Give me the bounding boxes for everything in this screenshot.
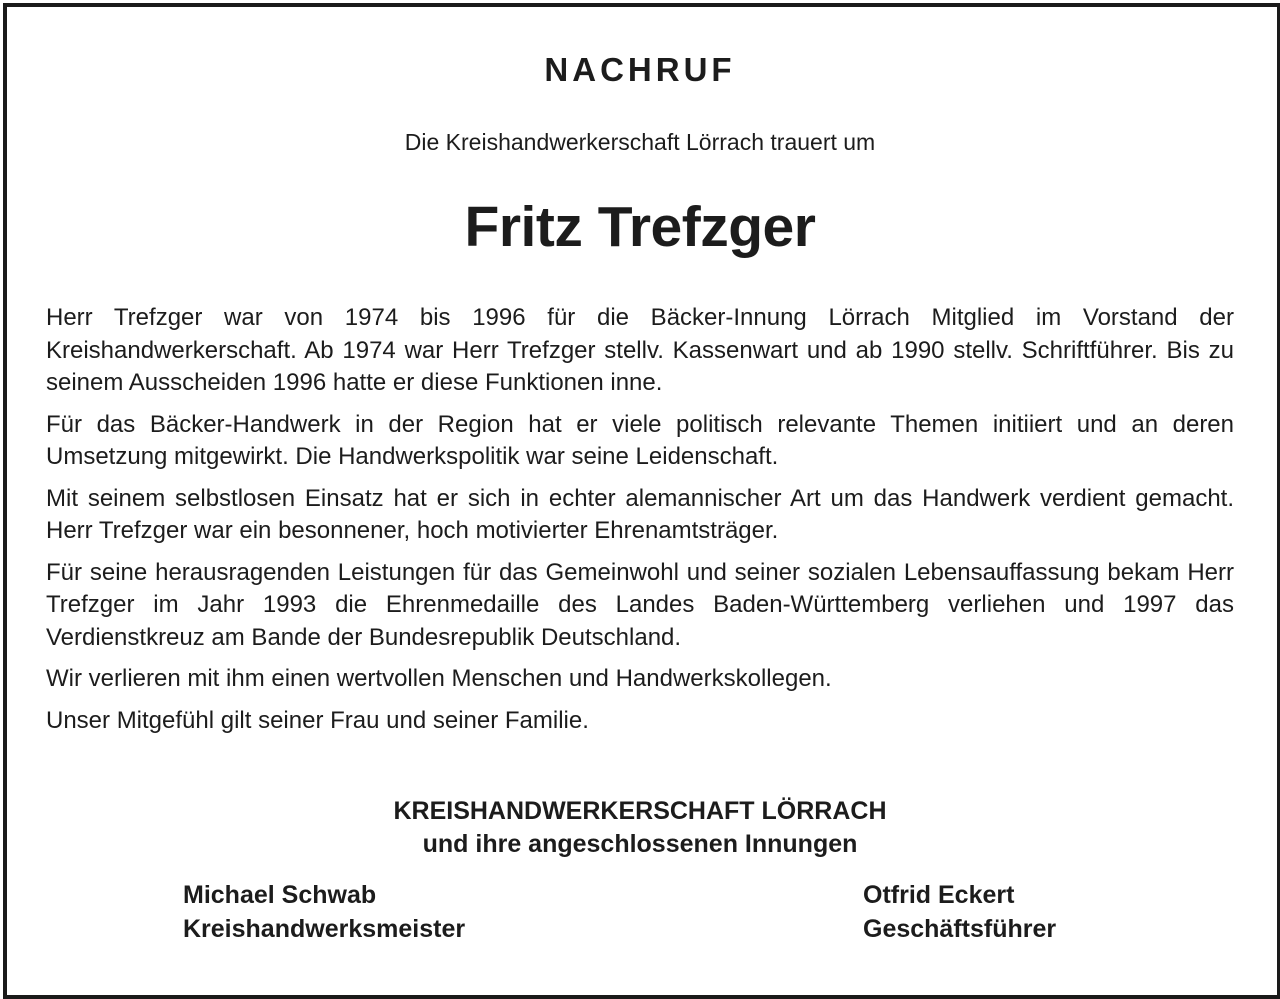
- intro-line: Die Kreishandwerkerschaft Lörrach trauert um: [404, 129, 876, 155]
- signer-right: [863, 878, 1056, 946]
- body-paragraph: Mit seinem selbstlosen Einsatz hat er sich in echter alemannischer Art um das Handwerk verdient gemacht. Herr Trefzger war ein besonnener, hoch motivierter Ehrenamtsträger.: [46, 484, 1234, 544]
- notice-body: [46, 302, 1234, 746]
- body-paragraph: Für das Bäcker-Handwerk in der Region hat er viele politisch relevante Themen initiiert und an deren Umsetzung mitgewirkt. Die Handwerkspolitik war seine Leidenschaft.: [46, 410, 1234, 470]
- signer-name: Michael Schwab: [183, 881, 377, 909]
- body-paragraph: Herr Trefzger war von 1974 bis 1996 für die Bäcker-Innung Lörrach Mitglied im Vorstand der Kreishandwerkerschaft. Ab 1974 war Herr Trefzger stellv. Kassenwart und ab 1990 stellv. Schriftführer. Bis zu seinem Ausscheiden 1996 hatte er diese Funktionen inne.: [46, 304, 1234, 396]
- deceased-name: Fritz Trefzger: [464, 195, 816, 259]
- organization-subtitle: und ihre angeschlossenen Innungen: [422, 830, 858, 858]
- signer-title: Kreishandwerksmeister: [183, 915, 466, 943]
- signer-left: [183, 878, 465, 946]
- signature-organization: [0, 795, 1280, 861]
- body-paragraph: Für seine herausragenden Leistungen für das Gemeinwohl und seiner sozialen Lebensauffassung bekam Herr Trefzger im Jahr 1993 die Ehrenmedaille des Landes Baden-Württemberg verliehen und 1997 das Verdienstkreuz am Bande der Bundesrepublik Deutschland.: [46, 558, 1234, 651]
- notice-heading: NACHRUF: [544, 51, 736, 88]
- body-paragraph: Wir verlieren mit ihm einen wertvollen Menschen und Handwerkskollegen.: [46, 665, 832, 692]
- signer-title: Geschäftsführer: [863, 915, 1057, 943]
- body-paragraph: Unser Mitgefühl gilt seiner Frau und seiner Familie.: [46, 706, 589, 734]
- organization-name: KREISHANDWERKERSCHAFT LÖRRACH: [393, 797, 887, 825]
- signer-name: Otfrid Eckert: [863, 881, 1015, 909]
